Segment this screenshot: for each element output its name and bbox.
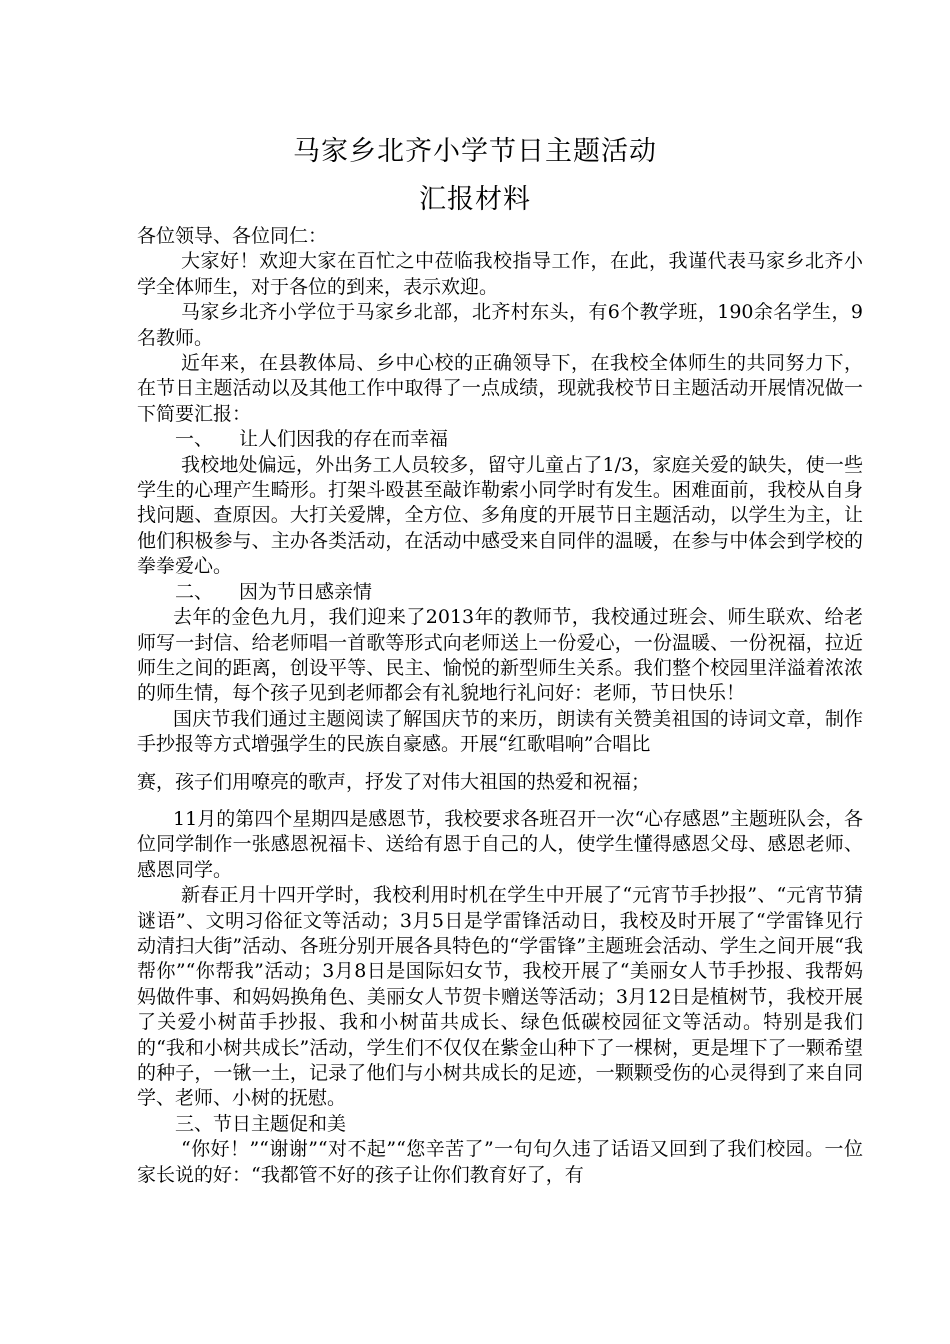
paragraph-welcome: 大家好！欢迎大家在百忙之中莅临我校指导工作，在此，我谨代表马家乡北齐小学全体师生，对于各位的到来，表示欢迎。 [137, 250, 863, 298]
document-subtitle: 汇报材料 [419, 184, 531, 215]
paragraph-teachers-day: 去年的金色九月，我们迎来了2013年的教师节，我校通过班会、师生联欢、给老师写一封信、给老师唱一首歌等形式向老师送上一份爱心，一份温暖、一份祝福，拉近师生之间的距离，创设平等、民主、愉悦的新型师生关系。我们整个校园里洋溢着浓浓的师生情，每个孩子见到老师都会有礼貌地行礼问好：老师，节日快乐！ [137, 606, 863, 705]
section-heading-2 [137, 580, 863, 605]
paragraph-spring-activities: 新春正月十四开学时，我校利用时机在学生中开展了“元宵节手抄报”、“元宵节猜谜语”、文明习俗征文等活动；3月5日是学雷锋活动日，我校及时开展了“学雷锋见行动清扫大街”活动、各班分别开展各具特色的“学雷锋”主题班会活动、学生之间开展“我帮你”“你帮我”活动；3月8日是国际妇女节，我校开展了“美丽女人节手抄报、我帮妈妈做件事、和妈妈换角色、美丽女人节贺卡赠送等活动；3月12日是植树节，我校开展了关爱小树苗手抄报、我和小树苗共成长、绿色低碳校园征文等活动。特别是我们的“我和小树共成长”活动，学生们不仅仅在紫金山种下了一棵树，更是埋下了一颗希望的种子，一锹一土，记录了他们与小树共成长的足迹，一颗颗受伤的心灵得到了来自同学、老师、小树的抚慰。 [137, 884, 863, 1110]
paragraph-section-1: 我校地处偏远，外出务工人员较多，留守儿童占了1/3，家庭关爱的缺失，使一些学生的心理产生畸形。打架斗殴甚至敲诈勒索小同学时有发生。困难面前，我校从自身找问题、查原因。大打关爱牌，全方位、多角度的开展节日主题活动，以学生为主，让他们积极参与、主办各类活动，在活动中感受来自同伴的温暖，在参与中体会到学校的拳拳爱心。 [137, 453, 863, 578]
paragraph-section-3: “你好！”“谢谢”“对不起”“您辛苦了”一句句久违了话语又回到了我们校园。一位家长说的好：“我都管不好的孩子让你们教育好了，有 [137, 1138, 863, 1186]
salutation: 各位领导、各位同仁： [137, 225, 328, 247]
document-title: 马家乡北齐小学节日主题活动 [293, 136, 657, 167]
paragraph-national-day-continued: 赛，孩子们用嘹亮的歌声，抒发了对伟大祖国的热爱和祝福； [137, 770, 651, 793]
paragraph-national-day: 国庆节我们通过主题阅读了解国庆节的来历，朗读有关赞美祖国的诗词文章，制作手抄报等方式增强学生的民族自豪感。开展“红歌唱响”合唱比 [137, 707, 863, 756]
section-number-1: 一、 [175, 428, 214, 451]
paragraph-summary: 近年来，在县教体局、乡中心校的正确领导下，在我校全体师生的共同努力下，在节日主题活动以及其他工作中取得了一点成绩，现就我校节日主题活动开展情况做一下简要汇报： [137, 352, 863, 425]
section-heading-3: 三、节日主题促和美 [175, 1112, 347, 1135]
document-body [137, 224, 863, 1188]
paragraph-thanksgiving: 11月的第四个星期四是感恩节，我校要求各班召开一次“心存感恩”主题班队会，各位同学制作一张感恩祝福卡、送给有恩于自己的人，使学生懂得感恩父母、感恩老师、感恩同学。 [137, 807, 863, 881]
section-title-1: 让人们因我的存在而幸福 [239, 428, 449, 451]
section-heading-1 [137, 427, 863, 452]
section-number-2: 二、 [175, 580, 214, 603]
section-title-2: 因为节日感亲情 [239, 580, 373, 603]
paragraph-school-intro: 马家乡北齐小学位于马家乡北部，北齐村东头，有6个教学班，190余名学生，9名教师。 [137, 301, 863, 349]
